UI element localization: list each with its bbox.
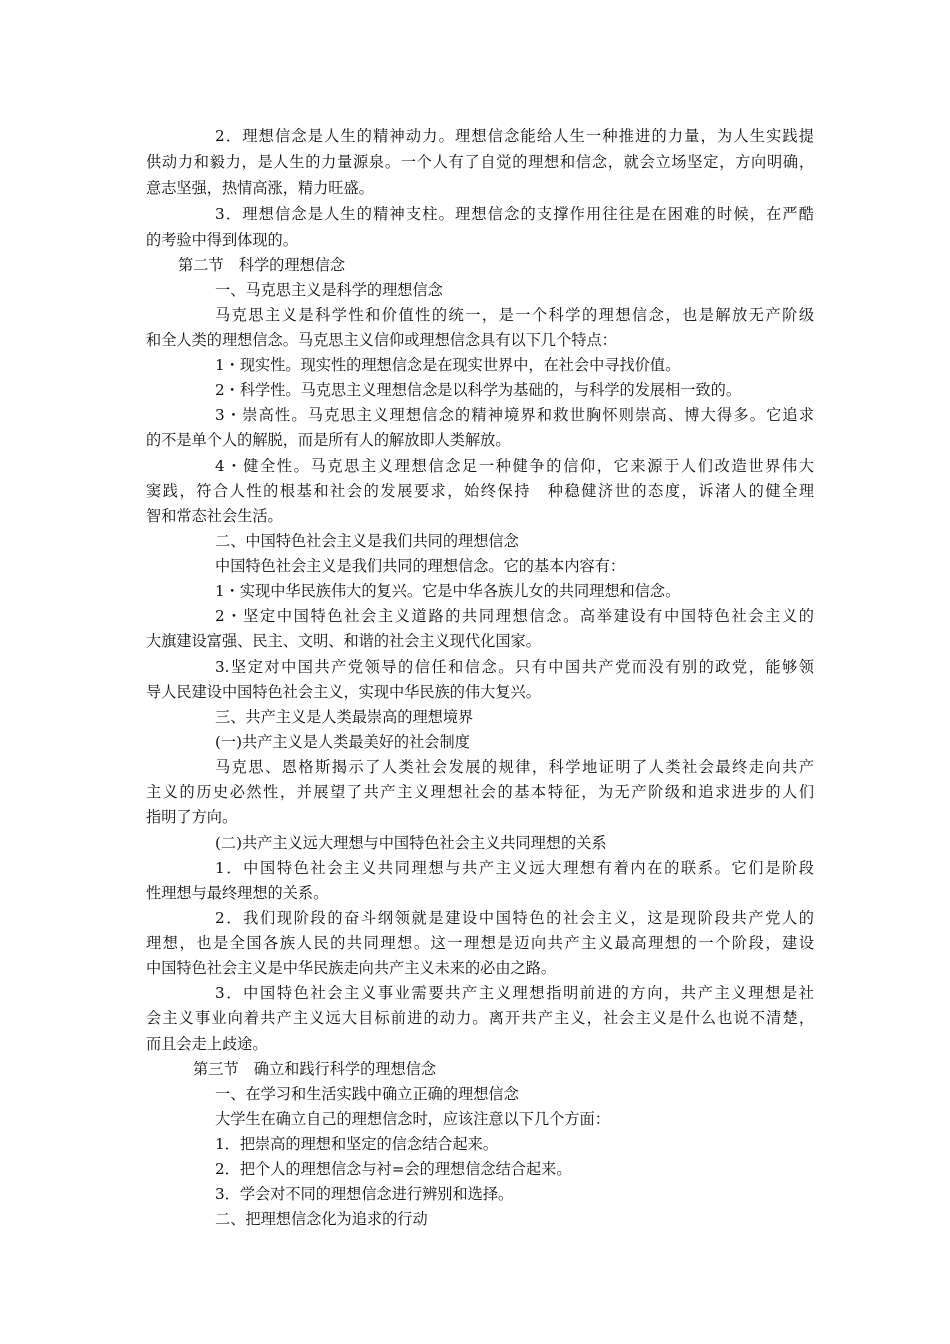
paragraph-line: 3．中国特色社会主义事业需要共产主义理想指明前进的方向，共产主义理想是社 <box>215 984 814 1002</box>
paragraph-line: 1．把崇高的理想和坚定的信念结合起来。 <box>215 1135 499 1153</box>
paragraph-line: 2・科学性。马克思主义理想信念是以科学为基础的，与科学的发展相一致的。 <box>215 381 742 399</box>
paragraph-line: 4・健全性。马克思主义理想信念足一种健争的信仰，它来源于人们改造世界伟大 <box>215 457 814 475</box>
paragraph-line: 指明了方向。 <box>146 808 238 826</box>
paragraph-line: 2．把个人的理想信念与衬=会的理想信念结合起来。 <box>215 1160 572 1178</box>
subsection-heading: 二、中国特色社会主义是我们共同的理想信念 <box>215 532 519 550</box>
paragraph-line: 性理想与最终理想的关系。 <box>146 884 329 902</box>
paragraph-line: 2．理想信念是人生的精神动力。理想信念能给人生一种推进的力量，为人生实践提 <box>215 127 814 145</box>
paragraph-line: 导人民建设中国特色社会主义，实现中华民族的伟大复兴。 <box>146 683 541 701</box>
paragraph-line: 马克思、恩格斯揭示了人类社会发展的规律，科学地证明了人类社会最终走向共产 <box>215 758 814 776</box>
paragraph-line: 大旗建设富强、民主、文明、和谐的社会主义现代化国家。 <box>146 632 541 650</box>
paragraph-line: 1・实现中华民族伟大的复兴。它是中华各族儿女的共同理想和信念。 <box>215 582 681 600</box>
paragraph-line: 中国特色社会主义是中华民族走向共产主义未来的必由之路。 <box>146 959 557 977</box>
paragraph-line: 马克思主义是科学性和价值性的统一，是一个科学的理想信念，也是解放无产阶级 <box>215 306 814 324</box>
subsection-heading: 二、把理想信念化为追求的行动 <box>215 1210 428 1228</box>
paragraph-line: 主义的历史必然性，并展望了共产主义理想社会的基本特征，为无产阶级和追求进步的人们 <box>146 783 814 801</box>
subsection-heading: (二)共产主义远大理想与中国特色社会主义共同理想的关系 <box>215 834 607 852</box>
paragraph-line: 3・崇高性。马克思主义理想信念的精神境界和救世胸怀则崇高、博大得多。它追求 <box>215 406 814 424</box>
paragraph-line: 2．我们现阶段的奋斗纲领就是建设中国特色的社会主义，这是现阶段共产党人的 <box>215 909 814 927</box>
paragraph-line: 3．理想信念是人生的精神支柱。理想信念的支撑作用往往是在困难的时候，在严酷 <box>215 205 814 223</box>
subsection-heading: 一、马克思主义是科学的理想信念 <box>215 281 443 299</box>
paragraph-line: 会主义事业向着共产主义远大目标前进的动力。离开共产主义，社会主义是什么也说不清楚， <box>146 1009 814 1027</box>
subsection-heading: 三、共产主义是人类最崇高的理想境界 <box>215 708 474 726</box>
paragraph-line: 的考验中得到体现的。 <box>146 231 298 249</box>
paragraph-line: 智和常态社会生活。 <box>146 507 283 525</box>
subsection-heading: (一)共产主义是人类最美好的社会制度 <box>215 733 470 751</box>
paragraph-line: 2・坚定中国特色社会主义道路的共同理想信念。高举建设有中国特色社会主义的 <box>215 607 814 625</box>
paragraph-line: 供动力和毅力，是人生的力量源泉。一个人有了自觉的理想和信念，就会立场坚定，方向明确， <box>146 153 814 171</box>
section-heading: 第三节 确立和践行科学的理想信念 <box>193 1060 436 1078</box>
paragraph-line: 3．学会对不同的理想信念进行辨别和选择。 <box>215 1185 514 1203</box>
paragraph-line: 理想，也是全国各族人民的共同理想。这一理想是迈向共产主义最高理想的一个阶段，建设 <box>146 934 814 952</box>
paragraph-line: 的不是单个人的解脱，而是所有人的解放即人类解放。 <box>146 431 511 449</box>
subsection-heading: 一、在学习和生活实践中确立正确的理想信念 <box>215 1085 519 1103</box>
section-heading: 第二节 科学的理想信念 <box>178 256 346 274</box>
paragraph-line: 窦践，符合人性的根基和社会的发展要求，始终保持 种稳健济世的态度，诉渚人的健全理 <box>146 482 814 500</box>
paragraph-line: 意志坚强，热情高涨，精力旺盛。 <box>146 179 374 197</box>
paragraph-line: 大学生在确立自己的理想信念时，应该注意以下几个方面： <box>215 1110 610 1128</box>
paragraph-line: 而且会走上歧途。 <box>146 1035 268 1053</box>
paragraph-line: 中国特色社会主义是我们共同的理想信念。它的基本内容有： <box>215 557 626 575</box>
paragraph-line: 1．中国特色社会主义共同理想与共产主义远大理想有着内在的联系。它们是阶段 <box>215 859 814 877</box>
paragraph-line: 1・现实性。现实性的理想信念是在现实世界中，在社会中寻找价值。 <box>215 356 681 374</box>
paragraph-line: 3.坚定对中国共产党领导的信任和信念。只有中国共产党而没有别的政党，能够领 <box>215 658 814 676</box>
paragraph-line: 和全人类的理想信念。马克思主义信仰或理想信念具有以下几个特点： <box>146 331 617 349</box>
